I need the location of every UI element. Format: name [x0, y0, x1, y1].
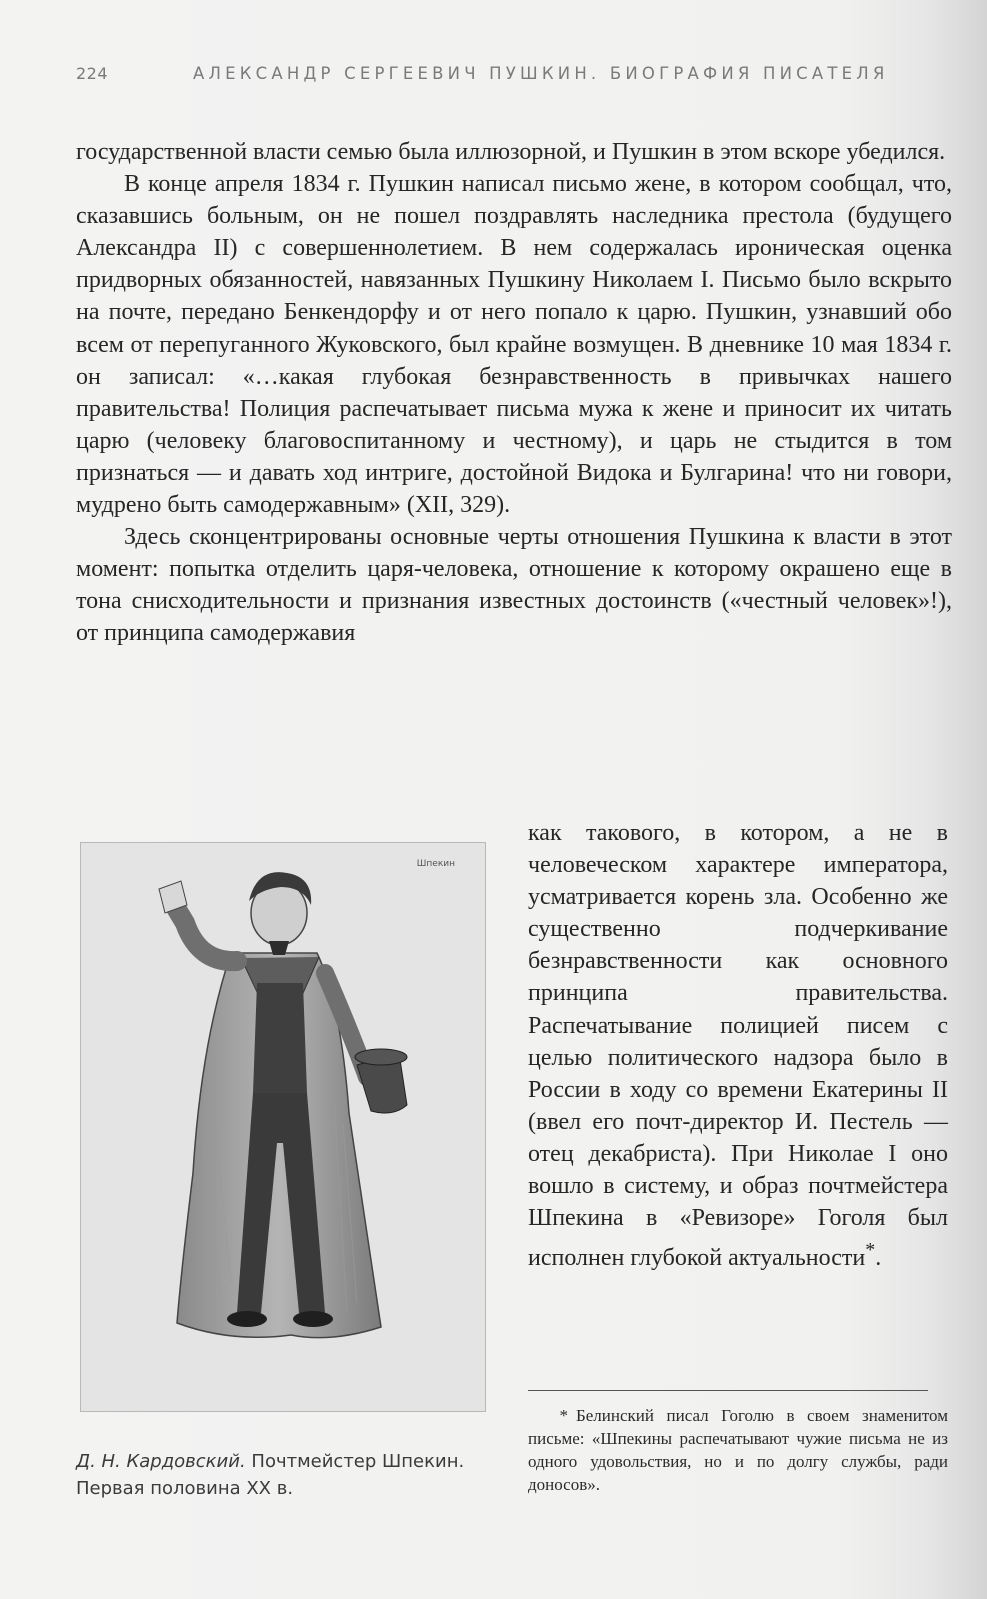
figure-caption [76, 1448, 496, 1502]
page-number: 224 [76, 64, 109, 83]
footnote-divider [528, 1390, 928, 1391]
illustration [80, 842, 486, 1412]
postmaster-engraving [81, 843, 486, 1412]
caption-title: Почтмейстер Шпекин. Первая половина XX в. [76, 1451, 465, 1499]
paragraph-3: Здесь сконцентрированы основные черты отношения Пушкина к власти в этот момент: попытка отделить царя-человека, отношение к которому окрашено еще в тона снисходительности и признания известных достоинств («честный человек»!), от принципа самодержавия [76, 524, 952, 647]
footnote [528, 1404, 948, 1496]
engraving-inscription: Шпекин [416, 859, 455, 869]
footnote-text: Белинский писал Гоголю в своем знаменитом письме: «Шпекины распечатывают чужие письма не из одного удовольствия, но и по долгу службы, ради доносов». [528, 1406, 948, 1494]
paragraph-3-continued: как такового, в котором, а не в человеческом характере императора, усматривается корень зла. Особенно же существенно подчеркивание безнравственности как основного принципа правительства. Распечатывание полицией писем с целью политического надзора было в России в ходу со времени Екатерины II (ввел его почт-директор И. Пестель — отец декабриста). При Николае I оно вошло в систему, и образ почтмейстера Шпекина в «Ревизоре» Гоголя был исполнен глубокой актуальности*. [528, 820, 948, 1272]
paragraph-1: государственной власти семью была иллюзорной, и Пушкин в этом вскоре убедился. [76, 139, 946, 165]
footnote-mark: * [559, 1406, 568, 1425]
main-text [76, 136, 952, 650]
caption-author: Д. Н. Кардовский. [76, 1451, 246, 1472]
footnote-reference[interactable]: * [865, 1239, 876, 1262]
wrapped-text-column [528, 817, 948, 1274]
running-title: АЛЕКСАНДР СЕРГЕЕВИЧ ПУШКИН. БИОГРАФИЯ ПИСАТЕЛЯ [193, 64, 889, 83]
running-header [76, 62, 927, 88]
paragraph-2: В конце апреля 1834 г. Пушкин написал письмо жене, в котором сообщал, что, сказавшись больным, он не пошел поздравлять наследника престола (будущего Александра II) с совершеннолетием. В нем содержалась ироническая оценка придворных обязанностей, навязанных Пушкину Николаем I. Письмо было вскрыто на почте, передано Бенкендорфу и от него попало к царю. Пушкин, узнавший обо всем от перепуганного Жуковского, был крайне возмущен. В дневнике 10 мая 1834 г. он записал: «…какая глубокая безнравственность в привычках нашего правительства! Полиция распечатывает письма мужа к жене и приносит их читать царю (человеку благовоспитанному и честному), и царь не стыдится в том признаться — и давать ход интриге, достойной Видока и Булгарина! что ни говори, мудрено быть самодержавным» (XII, 329). [76, 171, 952, 519]
paragraph-3-continued-text: как такового, в котором, а не в человеческом характере императора, усматривается корень зла. Особенно же существенно подчеркивание безнравственности как основного принципа правительства. Распечатывание полицией писем с целью политического надзора было в России в ходу со времени Екатерины II (ввел его почт-директор И. Пестель — отец декабриста). При Николае I оно вошло в систему, и образ почтмейстера Шпекина в «Ревизоре» Гоголя был исполнен глубокой актуальности [528, 820, 948, 1272]
